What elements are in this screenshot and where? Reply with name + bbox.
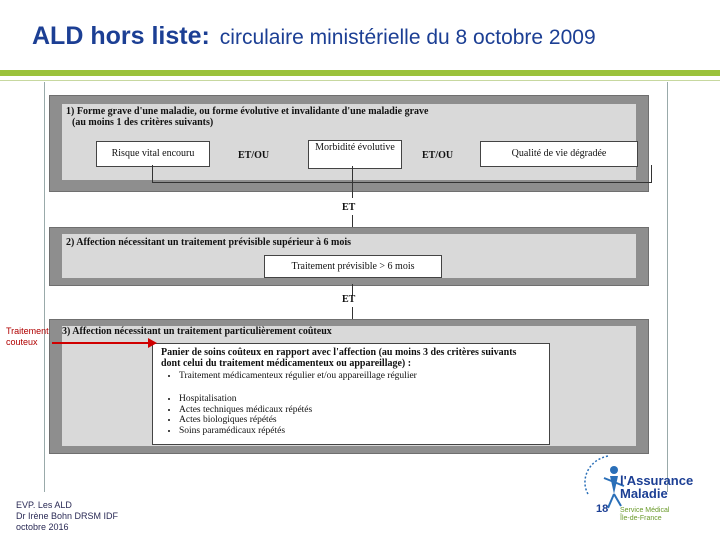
criterion-morbidite-label: Morbidité évolutive (315, 142, 395, 153)
connector-line-1 (352, 166, 353, 198)
logo-line2: Maladie (620, 486, 668, 501)
red-arrow-shaft (52, 342, 150, 344)
et-link-2: ET (342, 294, 356, 305)
list-item: • Hospitalisation (179, 394, 312, 405)
criteria-list-1 (163, 371, 417, 382)
footer-credits (16, 500, 118, 533)
side-annotation-line1: Traitement (6, 326, 49, 336)
section1-heading-line1: 1) Forme grave d'une maladie, ou forme évolutive et invalidante d'une maladie grave (66, 106, 429, 117)
et-ou-1: ET/OU (238, 150, 270, 161)
section3-box (152, 343, 550, 445)
criterion-qualite-vie: Qualité de vie dégradée (480, 141, 638, 167)
left-margin-line (44, 82, 45, 492)
list-item: • Traitement médicamenteux régulier et/ou appareillage régulier (179, 371, 417, 382)
section3-box-line2: dont celui du traitement médicamenteux ou appareillage) : (161, 358, 412, 369)
section1-heading (66, 106, 428, 128)
title-subtitle: circulaire ministérielle du 8 octobre 2009 (219, 26, 596, 49)
page-title (32, 22, 596, 51)
page-number: 18 (596, 503, 609, 515)
criteria-list-2 (163, 394, 312, 436)
section1-heading-line2: (au moins 1 des critères suivants) (72, 117, 214, 128)
logo-subtext (620, 507, 669, 523)
green-divider (0, 70, 720, 76)
et-link-1: ET (342, 202, 356, 213)
logo-line4: Île-de-France (620, 515, 662, 522)
list-item: • Actes techniques médicaux répétés (179, 405, 312, 416)
criterion-risque-vital: Risque vital encouru (96, 141, 210, 167)
logo-line3: Service Médical (620, 507, 670, 514)
footer-line1: EVP. Les ALD (16, 500, 72, 510)
section3-heading: 3) Affection nécessitant un traitement particulièrement coûteux (62, 326, 332, 337)
connector-line-2 (352, 215, 353, 227)
et-ou-2: ET/OU (422, 150, 454, 161)
criteria-bracket (152, 165, 652, 183)
list-item: • Actes biologiques répétés (179, 415, 312, 426)
list-item: • Soins paramédicaux répétés (179, 426, 312, 437)
logo-line1: l'Assurance (620, 473, 694, 488)
section3-box-line1: Panier de soins coûteux en rapport avec l'affection (au moins 3 des critères suivants (161, 347, 517, 358)
connector-line-4 (352, 307, 353, 319)
section2-heading: 2) Affection nécessitant un traitement prévisible supérieur à 6 mois (66, 237, 352, 248)
footer-line3: octobre 2016 (16, 522, 69, 532)
right-margin-line (667, 82, 668, 492)
thin-divider (0, 80, 720, 81)
assurance-maladie-logo (574, 450, 720, 530)
section3-box-title (161, 347, 516, 369)
footer-line2: Dr Irène Bohn DRSM IDF (16, 511, 119, 521)
red-arrow-icon (148, 338, 157, 348)
side-annotation-line2: couteux (6, 337, 38, 347)
section2-box: Traitement prévisible > 6 mois (264, 255, 442, 278)
logo-text (620, 474, 693, 500)
side-annotation (6, 326, 49, 348)
title-main: ALD hors liste: (32, 22, 210, 50)
